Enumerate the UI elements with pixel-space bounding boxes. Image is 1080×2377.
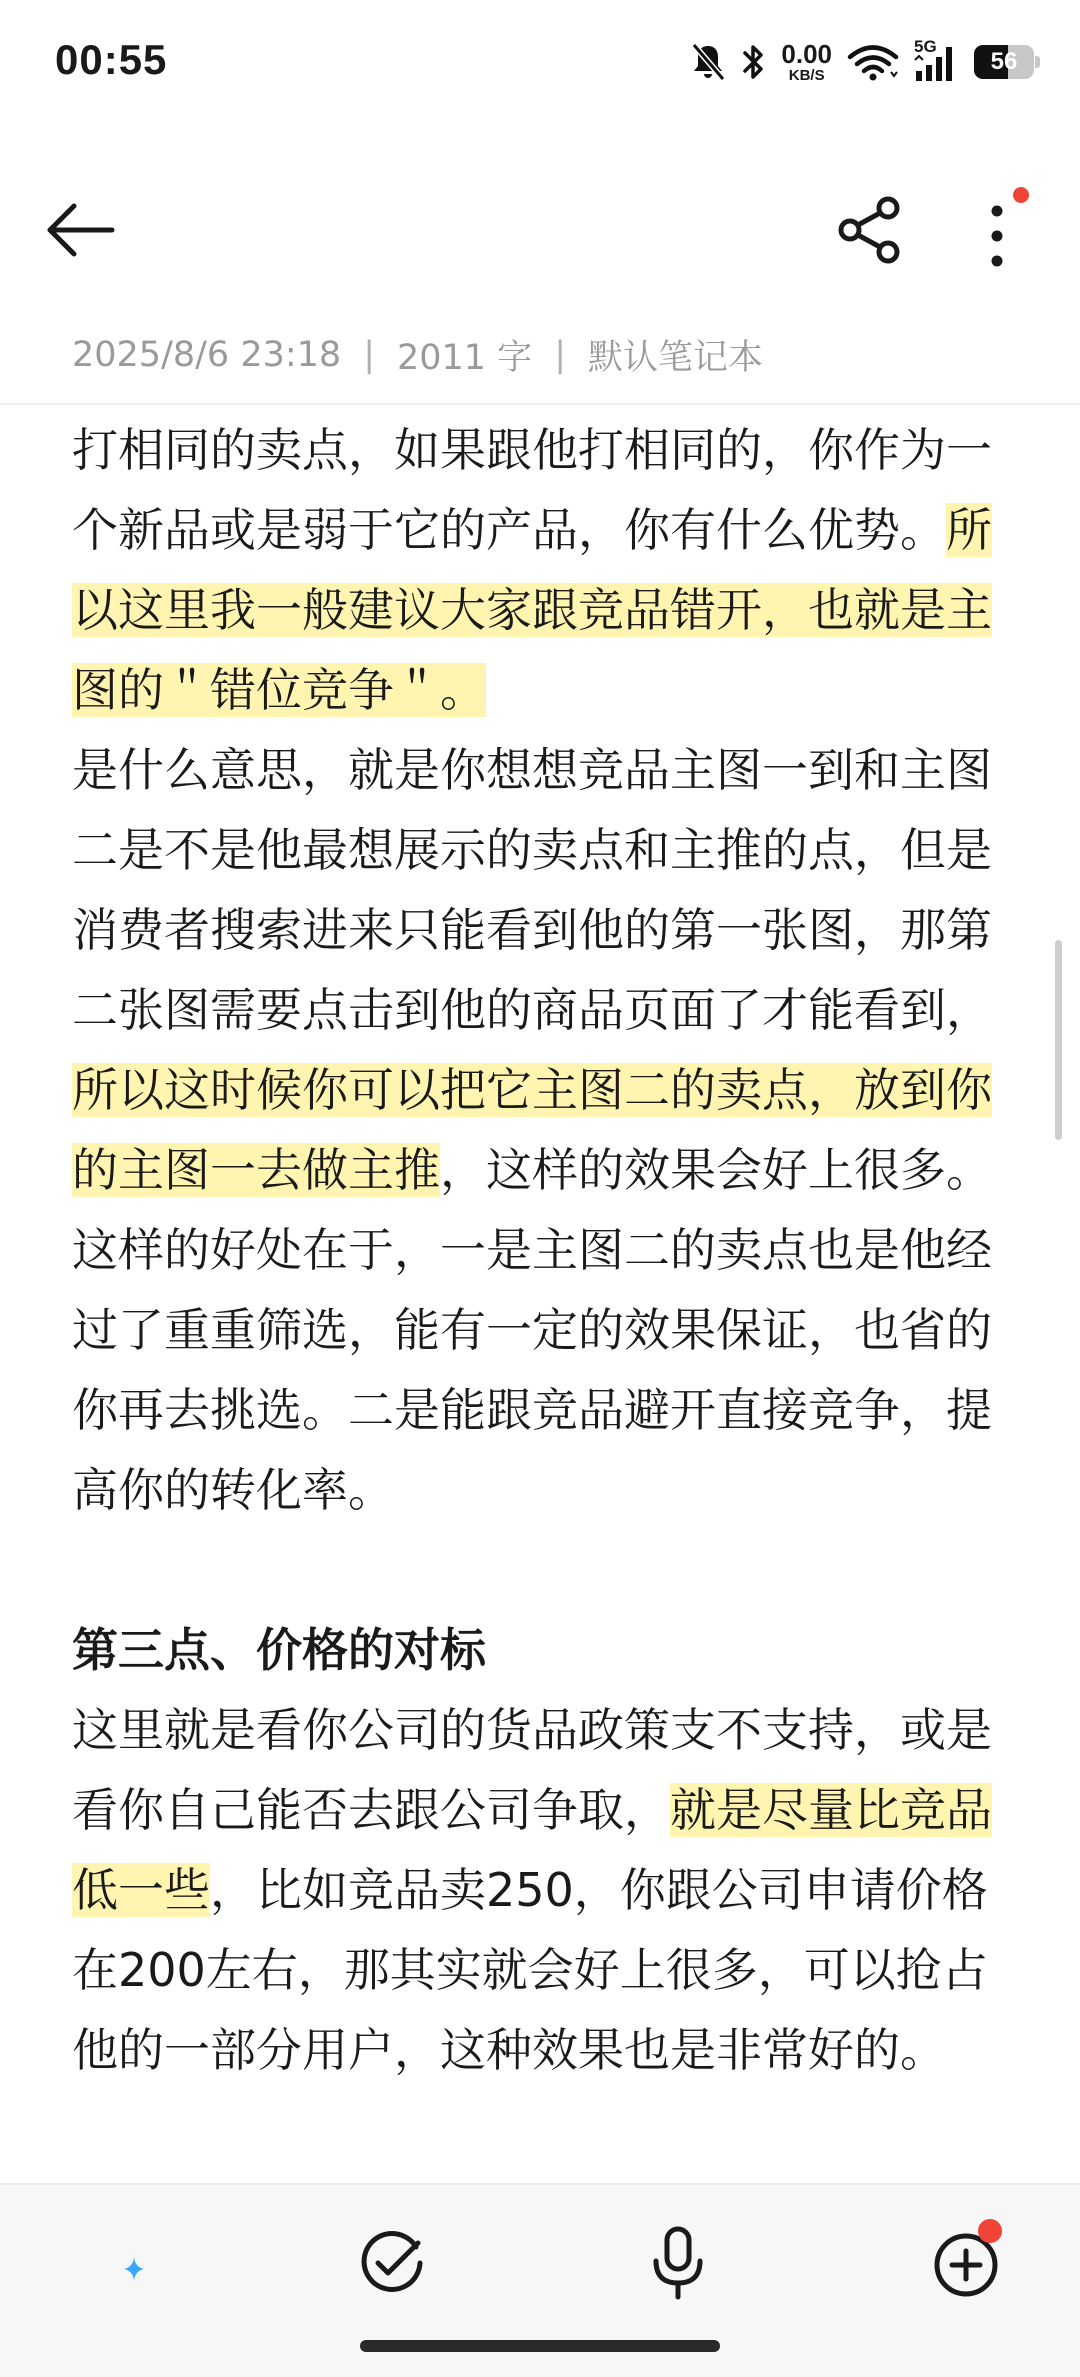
ai-list-icon: [72, 2223, 152, 2303]
net-speed: [781, 41, 832, 83]
paragraph: [72, 1690, 1002, 2090]
meta-separator: |: [554, 335, 566, 375]
blank-line: [72, 1530, 1002, 1610]
notification-dot: [1013, 187, 1029, 203]
wifi-icon: [846, 42, 900, 82]
signal-icon: [914, 37, 960, 83]
scrollbar[interactable]: [1055, 940, 1062, 1140]
paragraph-text: 打相同的卖点，如果跟他打相同的，你作为一个新品或是弱于它的产品，你有什么优势。: [72, 423, 992, 557]
divider: [0, 403, 1080, 405]
home-indicator[interactable]: [360, 2340, 720, 2352]
microphone-icon: [638, 2223, 718, 2303]
net-speed-unit: KB/S: [788, 67, 825, 84]
paragraph-text: 是什么意思，就是你想想竞品主图一到和主图二是不是他最想展示的卖点和主推的点，但是消费者搜索进来只能看到他的第一张图，那第二张图需要点击到他的商品页面了才能看到，: [72, 743, 992, 1037]
highlighted-text: 所以这时候你可以把它主图二的卖点，放到你的主图一去做主推: [72, 1063, 992, 1197]
note-datetime: 2025/8/6 23:18: [72, 335, 342, 375]
paragraph-text: ，比如竞品卖250，你跟公司申请价格在200左右，那其实就会好上很多，可以抢占他的一部分用户，这种效果也是非常好的。: [72, 1863, 988, 2077]
top-toolbar: [0, 170, 1080, 285]
note-content[interactable]: [72, 410, 1002, 2090]
checklist-button[interactable]: [352, 2223, 432, 2303]
ai-format-button[interactable]: [72, 2223, 152, 2303]
battery-icon: [974, 45, 1040, 79]
back-button[interactable]: [40, 190, 120, 270]
paragraph-text: 这里就是看你公司的货品政策支不支持，或是看你自己能否去跟公司争取，: [72, 1703, 992, 1837]
paragraph-text: ，这样的效果会好上很多。这样的好处在于，一是主图二的卖点也是他经过了重重筛选，能有一定的效果保证，也省的你再去挑选。二是能跟竞品避开直接竞争，提高你的转化率。: [72, 1143, 992, 1517]
notification-dot: [978, 2219, 1002, 2243]
network-type: 5G: [914, 37, 937, 56]
voice-input-button[interactable]: [638, 2223, 718, 2303]
checkmark-circle-icon: [352, 2223, 432, 2303]
section-heading: 第三点、价格的对标: [72, 1623, 486, 1677]
add-button[interactable]: [926, 2223, 1006, 2303]
bluetooth-icon: [741, 42, 767, 82]
mute-bell-icon: [689, 42, 727, 82]
paragraph: [72, 730, 1002, 1530]
note-meta: [72, 330, 763, 380]
net-speed-value: 0.00: [781, 39, 832, 69]
paragraph: [72, 410, 1002, 730]
share-icon: [830, 190, 910, 270]
highlighted-text: 所以这里我一般建议大家跟竞品错开，也就是主图的＂错位竞争＂。: [72, 503, 992, 717]
word-count: 2011 字: [396, 338, 533, 378]
notebook-name[interactable]: 默认笔记本: [587, 338, 763, 378]
more-button[interactable]: [955, 185, 1035, 275]
status-icons: [689, 38, 1040, 86]
share-button[interactable]: [830, 190, 910, 270]
battery-level: 56: [990, 48, 1018, 75]
status-time: 00:55: [55, 36, 168, 83]
status-bar: [0, 0, 1080, 125]
meta-separator: |: [363, 335, 375, 375]
highlighted-text: 就是尽量比竞品低一些: [72, 1783, 992, 1917]
back-arrow-icon: [40, 190, 120, 270]
